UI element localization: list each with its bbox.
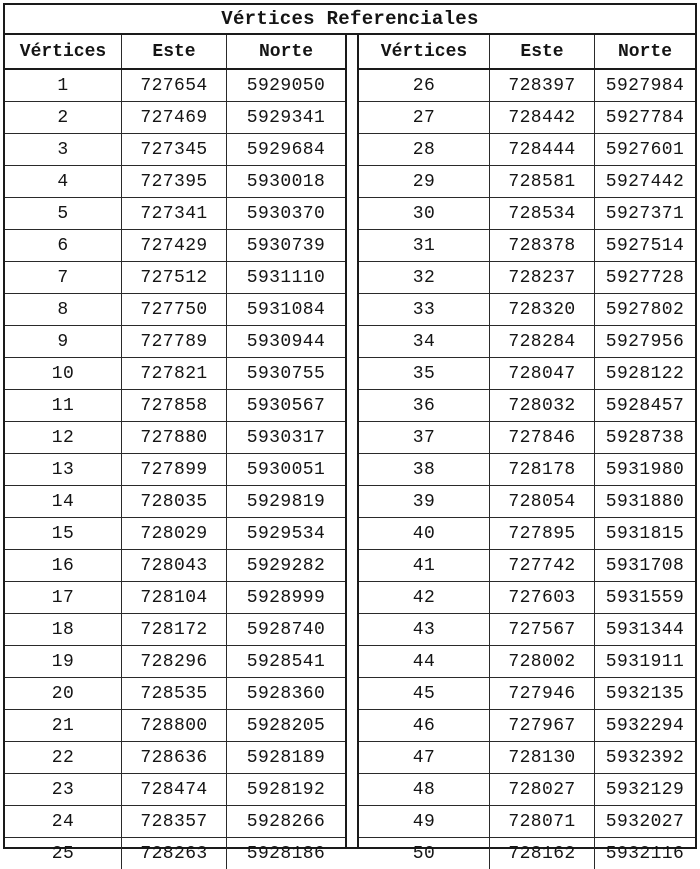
cell-este: 728263 (122, 838, 227, 869)
cell-norte: 5928122 (595, 358, 696, 390)
header-row (359, 35, 695, 69)
cell-norte: 5927601 (595, 134, 696, 166)
table-row (359, 198, 695, 230)
table-row (5, 454, 345, 486)
cell-vertex: 28 (359, 134, 490, 166)
cell-vertex: 25 (5, 838, 122, 869)
cell-norte: 5928186 (227, 838, 346, 869)
cell-este: 728032 (490, 390, 595, 422)
cell-vertex: 18 (5, 614, 122, 646)
cell-este: 727512 (122, 262, 227, 294)
table-row (5, 838, 345, 869)
vertices-table (3, 3, 697, 849)
cell-norte: 5930739 (227, 230, 346, 262)
cell-este: 728002 (490, 646, 595, 678)
cell-vertex: 45 (359, 678, 490, 710)
cell-vertex: 17 (5, 582, 122, 614)
table-row (5, 582, 345, 614)
cell-vertex: 5 (5, 198, 122, 230)
cell-norte: 5929050 (227, 69, 346, 102)
cell-vertex: 19 (5, 646, 122, 678)
table-row (359, 69, 695, 102)
table-row (359, 422, 695, 454)
left-table (5, 35, 345, 869)
cell-vertex: 14 (5, 486, 122, 518)
table-row (359, 646, 695, 678)
table-row (5, 198, 345, 230)
cell-este: 727967 (490, 710, 595, 742)
header-este: Este (122, 35, 227, 69)
cell-este: 728378 (490, 230, 595, 262)
cell-norte: 5930370 (227, 198, 346, 230)
cell-norte: 5931815 (595, 518, 696, 550)
cell-norte: 5929534 (227, 518, 346, 550)
cell-norte: 5928192 (227, 774, 346, 806)
table-row (359, 358, 695, 390)
cell-vertex: 43 (359, 614, 490, 646)
table-row (359, 742, 695, 774)
cell-norte: 5931911 (595, 646, 696, 678)
table-row (5, 550, 345, 582)
cell-este: 728035 (122, 486, 227, 518)
table-left-half (5, 35, 345, 847)
cell-vertex: 27 (359, 102, 490, 134)
table-row (359, 838, 695, 869)
table-row (5, 806, 345, 838)
header-este: Este (490, 35, 595, 69)
cell-vertex: 12 (5, 422, 122, 454)
cell-este: 727858 (122, 390, 227, 422)
cell-norte: 5928457 (595, 390, 696, 422)
cell-este: 728636 (122, 742, 227, 774)
table-row (359, 774, 695, 806)
cell-norte: 5931708 (595, 550, 696, 582)
cell-este: 727603 (490, 582, 595, 614)
cell-norte: 5930755 (227, 358, 346, 390)
cell-este: 728178 (490, 454, 595, 486)
cell-norte: 5932116 (595, 838, 696, 869)
cell-norte: 5928740 (227, 614, 346, 646)
cell-vertex: 47 (359, 742, 490, 774)
left-table-body (5, 69, 345, 869)
table-row (359, 582, 695, 614)
table-row (359, 134, 695, 166)
table-row (5, 358, 345, 390)
cell-norte: 5932392 (595, 742, 696, 774)
cell-vertex: 46 (359, 710, 490, 742)
cell-norte: 5931559 (595, 582, 696, 614)
cell-vertex: 24 (5, 806, 122, 838)
cell-vertex: 7 (5, 262, 122, 294)
cell-vertex: 2 (5, 102, 122, 134)
cell-este: 727742 (490, 550, 595, 582)
cell-norte: 5931344 (595, 614, 696, 646)
table-row (359, 518, 695, 550)
table-row (359, 102, 695, 134)
cell-este: 728320 (490, 294, 595, 326)
cell-norte: 5928189 (227, 742, 346, 774)
table-row (359, 294, 695, 326)
cell-este: 727821 (122, 358, 227, 390)
cell-este: 728130 (490, 742, 595, 774)
cell-vertex: 8 (5, 294, 122, 326)
cell-este: 727341 (122, 198, 227, 230)
cell-vertex: 15 (5, 518, 122, 550)
right-table (359, 35, 695, 869)
cell-este: 728535 (122, 678, 227, 710)
cell-norte: 5928205 (227, 710, 346, 742)
cell-vertex: 1 (5, 69, 122, 102)
cell-vertex: 38 (359, 454, 490, 486)
table-row (359, 454, 695, 486)
cell-este: 728474 (122, 774, 227, 806)
cell-vertex: 26 (359, 69, 490, 102)
cell-vertex: 36 (359, 390, 490, 422)
header-norte: Norte (227, 35, 346, 69)
cell-norte: 5928541 (227, 646, 346, 678)
cell-norte: 5932027 (595, 806, 696, 838)
cell-este: 727880 (122, 422, 227, 454)
cell-norte: 5929341 (227, 102, 346, 134)
cell-este: 727654 (122, 69, 227, 102)
cell-vertex: 42 (359, 582, 490, 614)
cell-norte: 5927956 (595, 326, 696, 358)
table-row (359, 710, 695, 742)
table-row (359, 550, 695, 582)
table-row (5, 422, 345, 454)
cell-este: 727750 (122, 294, 227, 326)
cell-este: 727469 (122, 102, 227, 134)
cell-este: 727789 (122, 326, 227, 358)
cell-este: 728172 (122, 614, 227, 646)
table-row (5, 614, 345, 646)
table-row (5, 166, 345, 198)
cell-norte: 5927984 (595, 69, 696, 102)
table-row (359, 614, 695, 646)
table-row (359, 486, 695, 518)
cell-norte: 5930051 (227, 454, 346, 486)
header-vertices: Vértices (5, 35, 122, 69)
cell-este: 728162 (490, 838, 595, 869)
table-row (5, 518, 345, 550)
cell-norte: 5929282 (227, 550, 346, 582)
cell-vertex: 49 (359, 806, 490, 838)
cell-vertex: 44 (359, 646, 490, 678)
cell-vertex: 9 (5, 326, 122, 358)
cell-norte: 5931084 (227, 294, 346, 326)
cell-norte: 5928360 (227, 678, 346, 710)
cell-vertex: 16 (5, 550, 122, 582)
table-row (5, 390, 345, 422)
table-row (359, 806, 695, 838)
cell-este: 727567 (490, 614, 595, 646)
cell-vertex: 35 (359, 358, 490, 390)
table-right-half (357, 35, 695, 847)
cell-norte: 5930944 (227, 326, 346, 358)
cell-vertex: 23 (5, 774, 122, 806)
cell-vertex: 10 (5, 358, 122, 390)
cell-este: 727946 (490, 678, 595, 710)
table-row (5, 742, 345, 774)
column-divider (345, 35, 347, 847)
cell-vertex: 20 (5, 678, 122, 710)
cell-vertex: 48 (359, 774, 490, 806)
cell-norte: 5932294 (595, 710, 696, 742)
cell-este: 728296 (122, 646, 227, 678)
cell-norte: 5929684 (227, 134, 346, 166)
cell-vertex: 4 (5, 166, 122, 198)
cell-vertex: 33 (359, 294, 490, 326)
cell-vertex: 22 (5, 742, 122, 774)
cell-vertex: 50 (359, 838, 490, 869)
right-table-body (359, 69, 695, 869)
cell-este: 727345 (122, 134, 227, 166)
table-row (5, 102, 345, 134)
cell-vertex: 39 (359, 486, 490, 518)
cell-este: 728047 (490, 358, 595, 390)
table-row (359, 326, 695, 358)
table-row (5, 774, 345, 806)
cell-norte: 5928266 (227, 806, 346, 838)
cell-este: 728071 (490, 806, 595, 838)
cell-este: 728534 (490, 198, 595, 230)
table-title: Vértices Referenciales (5, 5, 695, 35)
table-row (5, 646, 345, 678)
cell-norte: 5932129 (595, 774, 696, 806)
cell-norte: 5932135 (595, 678, 696, 710)
cell-norte: 5929819 (227, 486, 346, 518)
cell-vertex: 13 (5, 454, 122, 486)
cell-este: 727899 (122, 454, 227, 486)
cell-este: 728027 (490, 774, 595, 806)
cell-este: 727395 (122, 166, 227, 198)
header-norte: Norte (595, 35, 696, 69)
cell-este: 728800 (122, 710, 227, 742)
table-row (359, 678, 695, 710)
cell-norte: 5927371 (595, 198, 696, 230)
cell-norte: 5930018 (227, 166, 346, 198)
cell-norte: 5930317 (227, 422, 346, 454)
cell-este: 728397 (490, 69, 595, 102)
cell-norte: 5927442 (595, 166, 696, 198)
cell-vertex: 41 (359, 550, 490, 582)
cell-norte: 5928999 (227, 582, 346, 614)
cell-vertex: 32 (359, 262, 490, 294)
cell-vertex: 21 (5, 710, 122, 742)
cell-este: 728444 (490, 134, 595, 166)
cell-este: 727895 (490, 518, 595, 550)
cell-este: 728581 (490, 166, 595, 198)
cell-norte: 5927514 (595, 230, 696, 262)
table-row (5, 230, 345, 262)
table-row (359, 262, 695, 294)
cell-vertex: 30 (359, 198, 490, 230)
cell-vertex: 31 (359, 230, 490, 262)
cell-norte: 5931880 (595, 486, 696, 518)
cell-vertex: 11 (5, 390, 122, 422)
table-row (5, 69, 345, 102)
header-vertices: Vértices (359, 35, 490, 69)
cell-este: 728442 (490, 102, 595, 134)
cell-norte: 5927802 (595, 294, 696, 326)
cell-norte: 5931980 (595, 454, 696, 486)
table-row (5, 134, 345, 166)
cell-vertex: 3 (5, 134, 122, 166)
table-row (359, 166, 695, 198)
cell-vertex: 37 (359, 422, 490, 454)
cell-este: 728054 (490, 486, 595, 518)
cell-este: 728237 (490, 262, 595, 294)
table-row (5, 486, 345, 518)
header-row (5, 35, 345, 69)
cell-norte: 5927784 (595, 102, 696, 134)
cell-norte: 5930567 (227, 390, 346, 422)
table-row (5, 678, 345, 710)
cell-vertex: 29 (359, 166, 490, 198)
cell-este: 727429 (122, 230, 227, 262)
table-row (5, 710, 345, 742)
cell-este: 728104 (122, 582, 227, 614)
cell-este: 728284 (490, 326, 595, 358)
cell-norte: 5931110 (227, 262, 346, 294)
table-row (5, 326, 345, 358)
table-row (5, 294, 345, 326)
cell-este: 728029 (122, 518, 227, 550)
table-row (5, 262, 345, 294)
cell-este: 728357 (122, 806, 227, 838)
cell-vertex: 34 (359, 326, 490, 358)
cell-norte: 5928738 (595, 422, 696, 454)
cell-norte: 5927728 (595, 262, 696, 294)
table-row (359, 390, 695, 422)
cell-este: 727846 (490, 422, 595, 454)
table-row (359, 230, 695, 262)
cell-este: 728043 (122, 550, 227, 582)
cell-vertex: 6 (5, 230, 122, 262)
cell-vertex: 40 (359, 518, 490, 550)
